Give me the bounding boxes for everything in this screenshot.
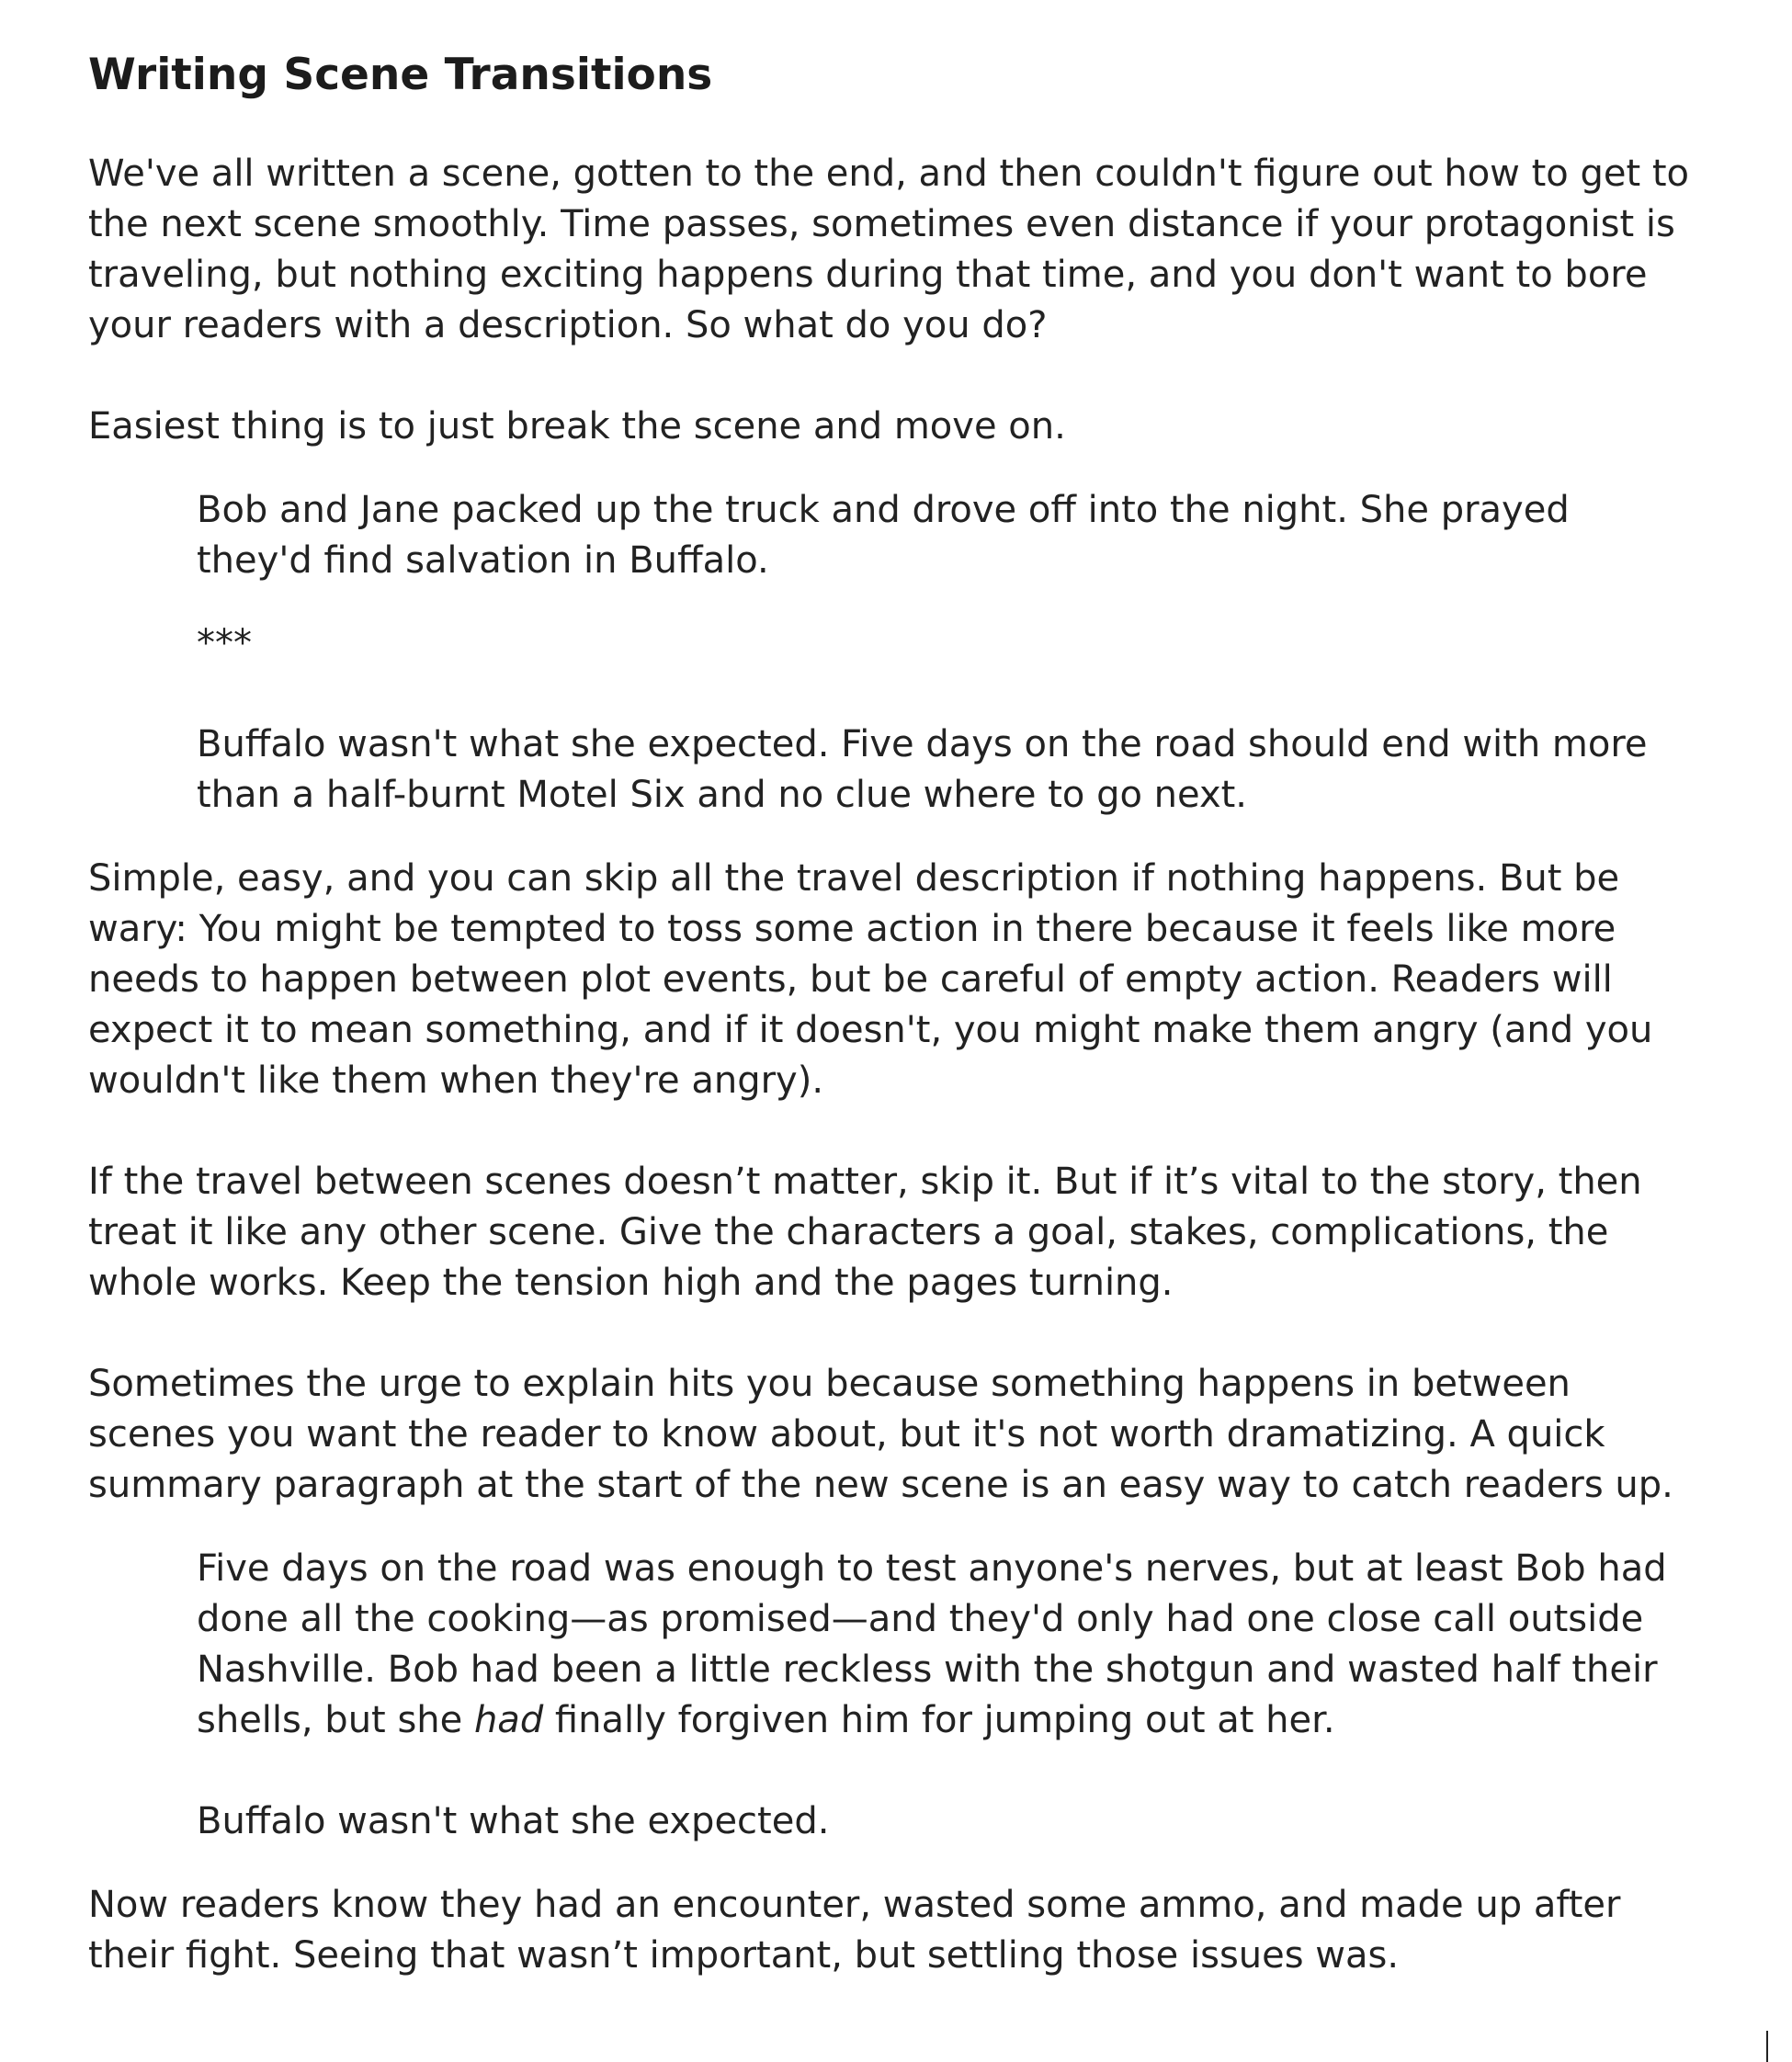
example-summary-line-2: Buffalo wasn't what she expected. [197, 1800, 830, 1842]
example-scene-break-line-1: Bob and Jane packed up the truck and drove off into the night. She prayed they'd find salvation in Buffalo. [197, 489, 1570, 582]
example-scene-break [197, 485, 1667, 821]
example-summary [197, 1544, 1667, 1847]
example-summary-text-before: Five days on the road was enough to test anyone's nerves, but at least Bob had done all the cooking—as promised—and they'd only had one close call outside Nashville. Bob had been a little reckless with the shotgun and wasted half their shells, but she [197, 1547, 1667, 1741]
example-summary-line-1 [197, 1544, 1667, 1746]
page-title: Writing Scene Transitions [88, 50, 713, 100]
paragraph-empty-action: Simple, easy, and you can skip all the travel description if nothing happens. But be wary: You might be tempted to toss some action in there because it feels like more needs to happen between plot events, but be careful of empty action. Readers will expect it to mean something, and if it doesn't, you might make them angry (and you wouldn't like them when they're angry). [88, 857, 1653, 1102]
scene-break-marker: *** [197, 622, 252, 664]
example-scene-break-line-2: Buffalo wasn't what she expected. Five days on the road should end with more than a half-burnt Motel Six and no clue where to go next. [197, 723, 1648, 816]
example-summary-text-after: finally forgiven him for jumping out at her. [543, 1699, 1335, 1741]
text-cursor [1766, 2031, 1768, 2062]
example-summary-emphasis: had [473, 1699, 544, 1741]
paragraph-travel-scenes: If the travel between scenes doesn’t matter, skip it. But if it’s vital to the story, then treat it like any other scene. Give the characters a goal, stakes, complications, the whole works. Keep the tension high and the pages turning. [88, 1161, 1642, 1304]
paragraph-break-scene: Easiest thing is to just break the scene and move on. [88, 405, 1066, 448]
article [88, 48, 1706, 2032]
paragraph-summary: Sometimes the urge to explain hits you because something happens in between scenes you want the reader to know about, but it's not worth dramatizing. A quick summary paragraph at the start of the new scene is an easy way to catch readers up. [88, 1363, 1673, 1506]
paragraph-conclusion: Now readers know they had an encounter, wasted some ammo, and made up after their fight. Seeing that wasn’t important, but settling those issues was. [88, 1884, 1621, 1977]
paragraph-intro: We've all written a scene, gotten to the end, and then couldn't figure out how to get to the next scene smoothly. Time passes, sometimes even distance if your protagonist is traveling, but nothing exciting happens during that time, and you don't want to bore your readers with a description. So what do you do? [88, 153, 1690, 346]
